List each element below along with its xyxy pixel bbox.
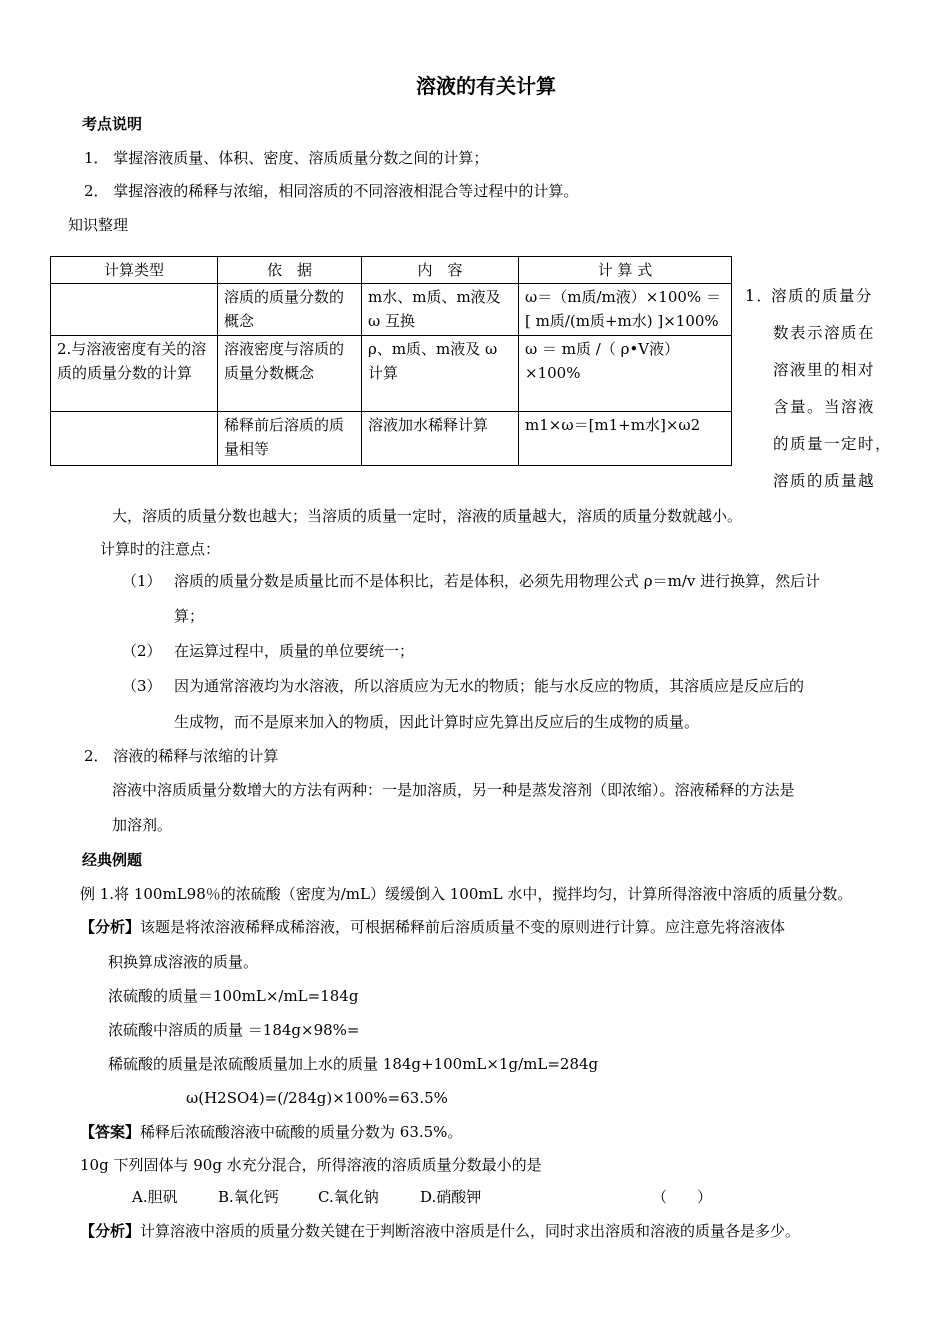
example1-calc-4: ω(H2SO4)=(/284g)×100%=63.5% [186,1089,448,1107]
note-2-text: 在运算过程中，质量的单位要统一； [174,642,415,660]
side-note-line: 溶质的质量分 [771,287,874,305]
table-row [51,412,732,466]
section2-text: 溶液中溶质质量分数增大的方法有两种：一是加溶质，另一种是蒸发溶剂（即浓缩）。溶液稀释的方法是 [112,781,795,799]
side-note-line: 数表示溶质在 [773,324,876,342]
option-c: C.氧化钠 [318,1188,379,1206]
side-note-line: 含量。当溶液 [773,398,876,416]
option-b: B.氧化钙 [218,1188,279,1206]
table-row [51,284,732,336]
example2-analysis-text: 计算溶液中溶质的质量分数关键在于判断溶液中溶质是什么，同时求出溶质和溶液的质量各是多少。 [140,1222,801,1240]
table-cell: m水、m质、m液及 ω 互换 [362,284,519,336]
table-cell: 稀释前后溶质的质量相等 [218,412,362,466]
continuation-text: 大，溶质的质量分数也越大；当溶质的质量一定时，溶液的质量越大，溶质的质量分数就越小。 [112,507,743,525]
notes-heading: 计算时的注意点： [100,540,221,558]
example1-analysis-text: 该题是将浓溶液稀释成稀溶液，可根据稀释前后溶质质量不变的原则进行计算。应注意先将溶液体 [140,918,786,936]
table-cell: 溶质的质量分数的概念 [218,284,362,336]
note-1-text: 溶质的质量分数是质量比而不是体积比，若是体积，必须先用物理公式 ρ＝m/v 进行换算，然后计 [174,572,821,590]
side-note-number: 1． [745,287,774,305]
example2-question: 10g 下列固体与 90g 水充分混合，所得溶液的溶质质量分数最小的是 [80,1156,542,1174]
kaodian-item-2: 2． 掌握溶液的稀释与浓缩，相同溶质的不同溶液相混合等过程中的计算。 [84,182,579,200]
example1-analysis-cont: 积换算成溶液的质量。 [108,953,259,971]
table-cell: m1×ω＝[m1+m水]×ω2 [519,412,732,466]
note-1-text-cont: 算； [174,607,205,625]
section2-text-cont: 加溶剂。 [112,816,173,834]
example1-calc-2: 浓硫酸中溶质的质量 ＝184g×98%= [108,1021,360,1039]
table-cell [51,284,218,336]
side-note-line: 溶质的质量越 [773,472,876,490]
section2-heading: 2． 溶液的稀释与浓缩的计算 [84,747,279,765]
table-cell [51,412,218,466]
analysis-tag: 【分析】 [80,1222,141,1240]
answer-tag: 【答案】 [80,1123,141,1141]
example1-answer [80,1122,462,1142]
table-header: 计算类型 [51,257,218,284]
table-cell: 溶液密度与溶质的质量分数概念 [218,336,362,412]
note-2-label: （2） [122,642,162,660]
option-d: D.硝酸钾 [420,1188,482,1206]
example1-calc-1: 浓硫酸的质量＝100mL×/mL=184g [108,987,359,1005]
zhishi-heading: 知识整理 [68,216,129,234]
option-a: A.胆矾 [132,1188,178,1206]
table-cell: 溶液加水稀释计算 [362,412,519,466]
table-header: 内 容 [362,257,519,284]
example1-answer-text: 稀释后浓硫酸溶液中硫酸的质量分数为 63.5%。 [140,1123,463,1141]
table-header: 计 算 式 [519,257,732,284]
table-row [51,336,732,412]
side-note [745,278,895,500]
note-3-text: 因为通常溶液均为水溶液，所以溶质应为无水的物质；能与水反应的物质，其溶质应是反应后的 [174,677,805,695]
table-header: 依 据 [218,257,362,284]
table-cell: ω＝（m质/m液）×100% ＝[ m质/(m质+m水) ]×100% [519,284,732,336]
example1-calc-3: 稀硫酸的质量是浓硫酸质量加上水的质量 184g+100mL×1g/mL=284g [108,1055,599,1073]
analysis-tag: 【分析】 [80,918,141,936]
table-cell: ω ＝ m质 /（ ρ•V液）×100% [519,336,732,412]
table-cell: ρ、m质、m液及 ω 计算 [362,336,519,412]
examples-heading: 经典例题 [82,851,143,869]
example1-question: 例 1.将 100mL98％的浓硫酸（密度为/mL）缓缓倒入 100mL 水中，搅拌均匀，计算所得溶液中溶质的质量分数。 [80,885,853,903]
kaodian-item-1: 1． 掌握溶液质量、体积、密度、溶质质量分数之间的计算； [84,149,489,167]
kaodian-heading: 考点说明 [82,115,143,133]
note-1-label: （1） [122,572,162,590]
side-note-line: 溶液里的相对 [773,361,876,379]
note-3-text-cont: 生成物，而不是原来加入的物质，因此计算时应先算出反应后的生成物的质量。 [174,713,700,731]
knowledge-table [50,256,732,466]
table-header-row [51,257,732,284]
example1-analysis [80,917,785,937]
note-3-label: （3） [122,677,162,695]
table-cell: 2.与溶液密度有关的溶质的质量分数的计算 [51,336,218,412]
side-note-line: 的质量一定时， [773,435,893,453]
answer-blank: （ ） [652,1188,713,1206]
example2-analysis [80,1221,800,1241]
page-title: 溶液的有关计算 [416,74,556,98]
